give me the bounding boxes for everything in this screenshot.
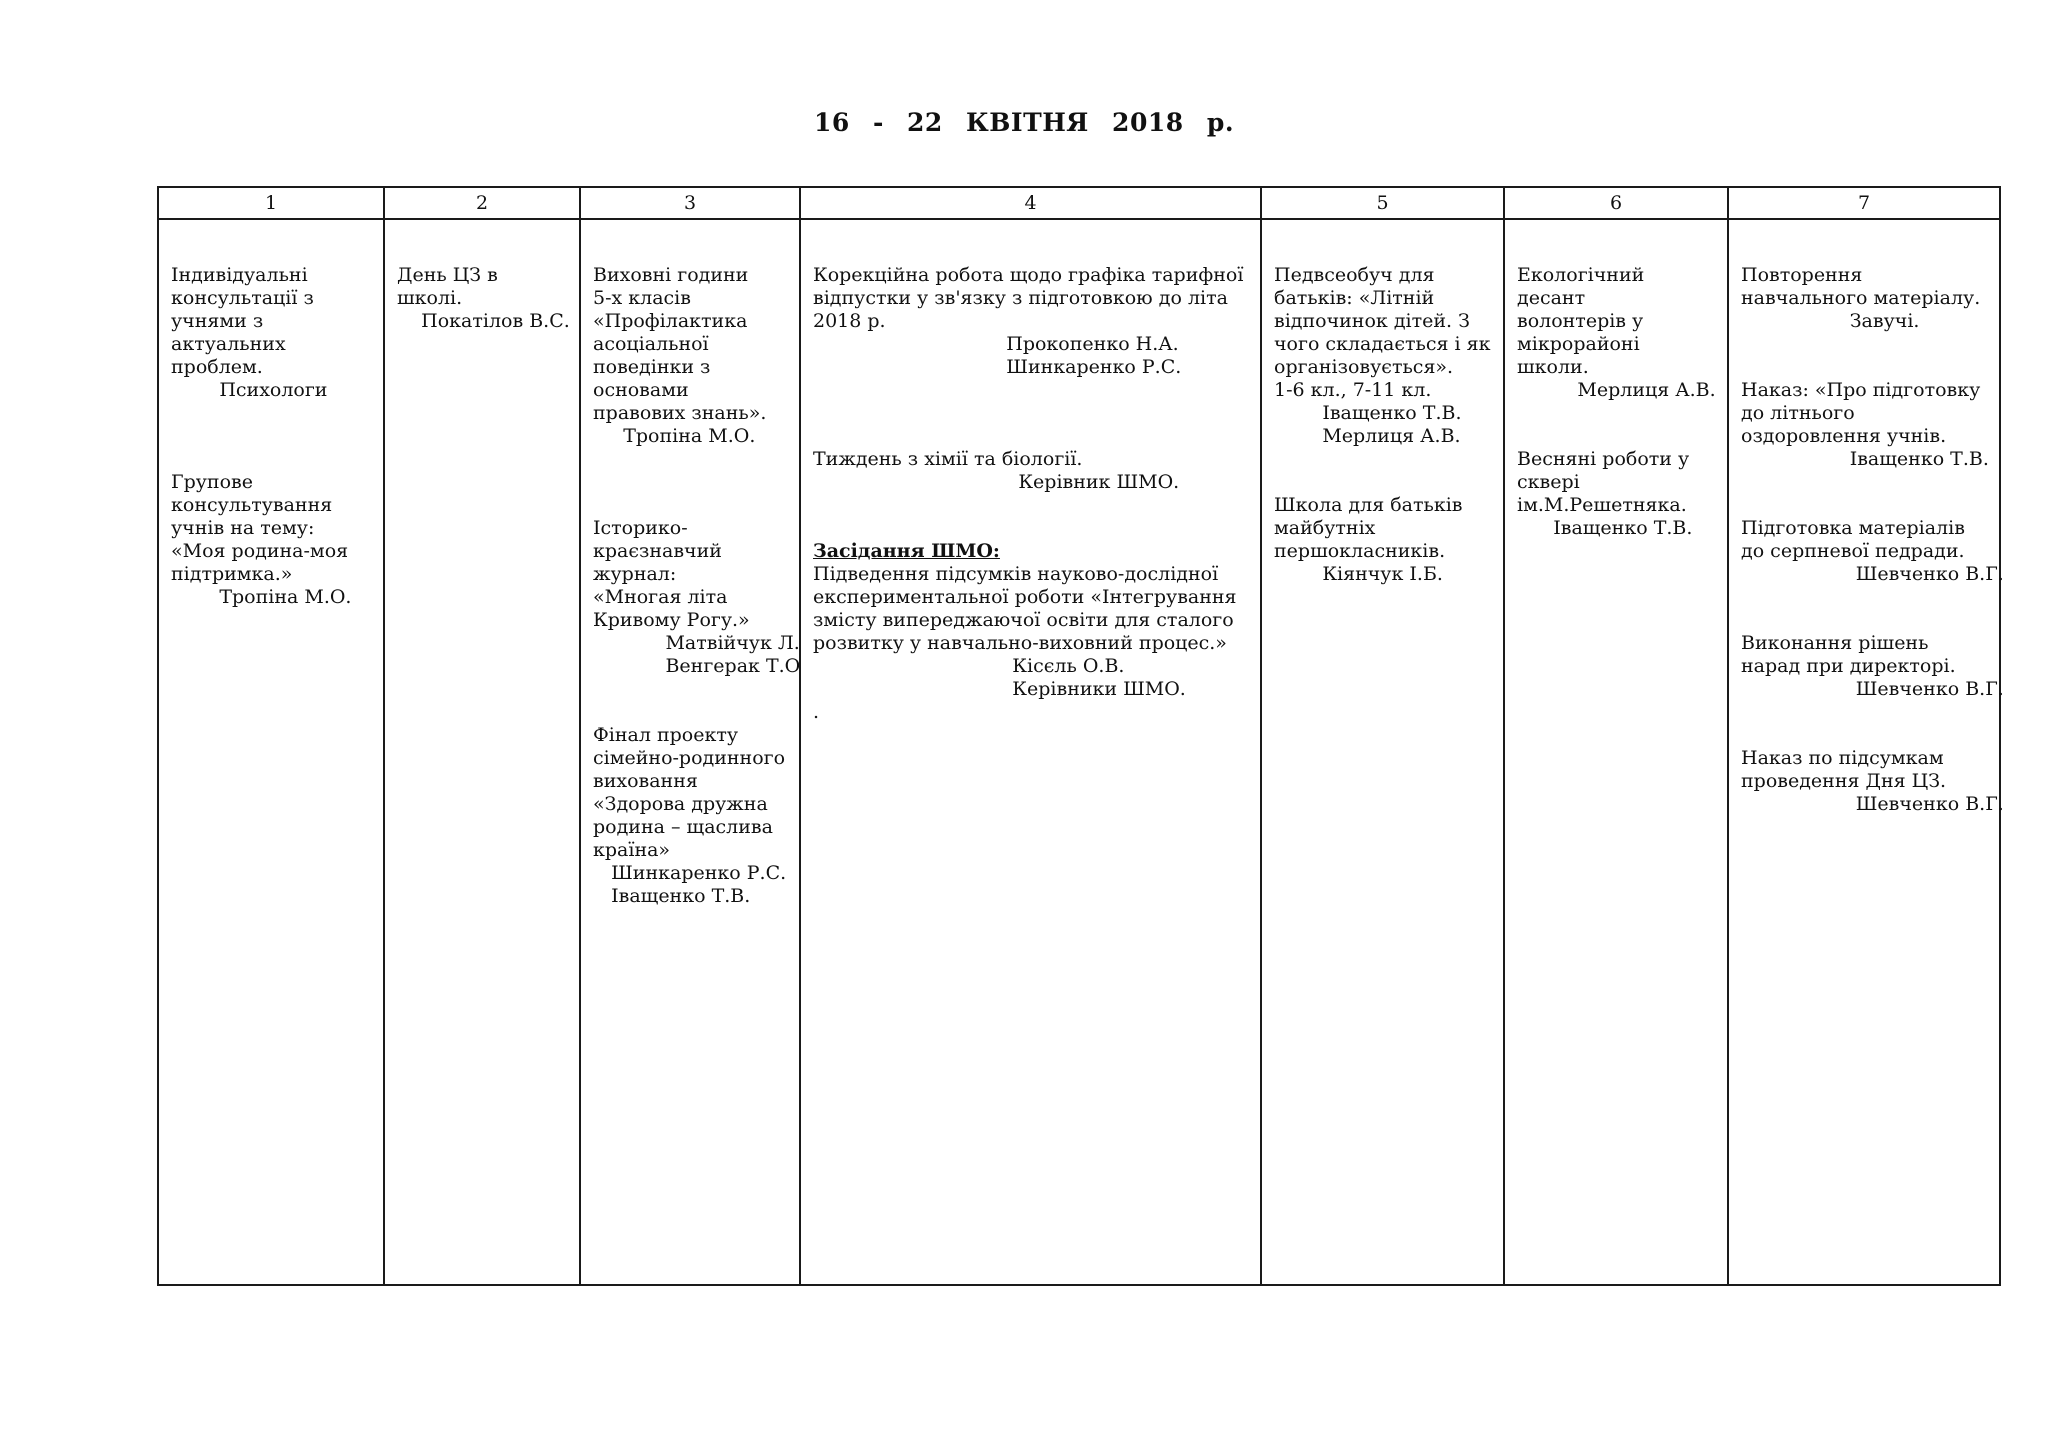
entry-text: Індивідуальні консультації з учнями з актуальних проблем. <box>171 264 314 378</box>
responsible-person: Іващенко Т.В. Мерлиця А.В. <box>1322 402 1462 447</box>
entry-individual-consultations <box>171 264 371 402</box>
entry-text: День ЦЗ в школі. <box>397 264 498 309</box>
column-number-1: 1 <box>158 187 384 219</box>
responsible-person: Прокопенко Н.А. Шинкаренко Р.С. <box>1006 333 1182 378</box>
responsible-person: Тропіна М.О. <box>171 586 352 608</box>
responsible-person: Покатілов В.С. <box>397 310 570 332</box>
entry-text: Весняні роботи у сквері ім.М.Решетняка. <box>1517 448 1690 516</box>
cell-column-3 <box>580 219 800 1285</box>
entry-text: Виконання рішень нарад при директорі. <box>1741 632 1956 677</box>
column-number-7: 7 <box>1728 187 2000 219</box>
responsible-person: Тропіна М.О. <box>593 425 756 447</box>
responsible-person: Шевченко В.Г. <box>1741 678 2004 700</box>
header-row <box>158 187 2000 219</box>
cell-column-7 <box>1728 219 2004 1285</box>
entry-vacation-schedule <box>813 264 1248 379</box>
entry-text: Корекційна робота щодо графіка тарифної відпустки у зв'язку з підготовкою до літа 2018 р. <box>813 264 1244 332</box>
entry-text: Педвсеобуч для батьків: «Літній відпочинок дітей. З чого складається і як організовується». 1-6 кл., 7-11 кл. <box>1274 264 1491 401</box>
entry-civil-defense-day-order <box>1741 747 2004 816</box>
entry-text: Наказ: «Про підготовку до літнього оздоровлення учнів. <box>1741 379 1981 447</box>
responsible-person: Іващенко Т.В. <box>1741 448 1989 470</box>
entry-family-project-final <box>593 724 787 908</box>
entry-material-review <box>1741 264 1987 333</box>
entry-text: Історико- краєзнавчий журнал: «Многая літа Кривому Рогу.» <box>593 517 750 631</box>
entry-summer-recovery-order <box>1741 379 1987 471</box>
responsible-person: Мерлиця А.В. <box>1517 379 1716 401</box>
entry-group-counseling <box>171 471 371 609</box>
entry-parents-education <box>1274 264 1491 448</box>
column-number-2: 2 <box>384 187 580 219</box>
entry-ecological-landing <box>1517 264 1715 402</box>
entry-spring-park-works <box>1517 448 1715 540</box>
entry-text: Групове консультування учнів на тему: «Моя родина-моя підтримка.» <box>171 471 349 585</box>
responsible-person: Кісєль О.В. Керівники ШМО. . <box>813 655 1186 723</box>
weekly-plan-table <box>157 186 2004 1286</box>
entry-text: Фінал проекту сімейно-родинного виховання «Здорова дружна родина – щаслива країна» <box>593 724 786 861</box>
entry-text: Екологічний десант волонтерів у мікрорайоні школи. <box>1517 264 1645 378</box>
entry-text: Тиждень з хімії та біології. <box>813 448 1083 470</box>
entry-text: Підведення підсумків науково-дослідної експериментальної роботи «Інтегрування змісту випереджаючої освіти для сталого розвитку у навчально-виховний процес.» <box>813 563 1237 654</box>
responsible-person: Кіянчук І.Б. <box>1274 563 1443 585</box>
entry-text: Підготовка матеріалів до серпневої педради. <box>1741 517 1965 562</box>
column-number-6: 6 <box>1504 187 1728 219</box>
entry-heading: Засідання ШМО: <box>813 540 1000 562</box>
column-number-4: 4 <box>800 187 1261 219</box>
entry-text: Школа для батьків майбутніх першокласників. <box>1274 494 1463 562</box>
entry-text: Повторення навчального матеріалу. <box>1741 264 1981 309</box>
responsible-person: Іващенко Т.В. <box>1517 517 1693 539</box>
column-number-5: 5 <box>1261 187 1504 219</box>
column-number-3: 3 <box>580 187 800 219</box>
entry-director-meetings-decisions <box>1741 632 2004 701</box>
responsible-person: Матвійчук Л. Венгерак Т.О <box>665 632 801 677</box>
cell-column-6 <box>1504 219 1728 1285</box>
responsible-person: Шинкаренко Р.С. Іващенко Т.В. <box>611 862 787 907</box>
page-title: 16 - 22 КВІТНЯ 2018 р. <box>813 108 1235 137</box>
responsible-person: Психологи <box>171 379 328 401</box>
entry-civil-defense-day <box>397 264 570 333</box>
entry-class-hours <box>593 264 787 448</box>
responsible-person: Завучі. <box>1741 310 1920 332</box>
entry-text: Наказ по підсумкам проведення Дня ЦЗ. <box>1741 747 1947 792</box>
entry-chemistry-biology-week <box>813 448 1248 494</box>
entry-text: Виховні години 5-х класів «Профілактика асоціальної поведінки з основами правових знань». <box>593 264 767 424</box>
cell-column-1 <box>158 219 384 1285</box>
responsible-person: Керівник ШМО. <box>813 471 1180 493</box>
responsible-person: Шевченко В.Г. <box>1741 563 2004 585</box>
cell-column-4 <box>800 219 1261 1285</box>
entry-local-history-journal <box>593 517 801 678</box>
entry-august-council-preparation <box>1741 517 2004 586</box>
cell-column-2 <box>384 219 580 1285</box>
cell-column-5 <box>1261 219 1504 1285</box>
content-row <box>158 219 2000 1285</box>
responsible-person: Шевченко В.Г. <box>1741 793 2004 815</box>
entry-future-first-graders-school <box>1274 494 1491 586</box>
entry-methodical-meeting <box>813 540 1248 724</box>
